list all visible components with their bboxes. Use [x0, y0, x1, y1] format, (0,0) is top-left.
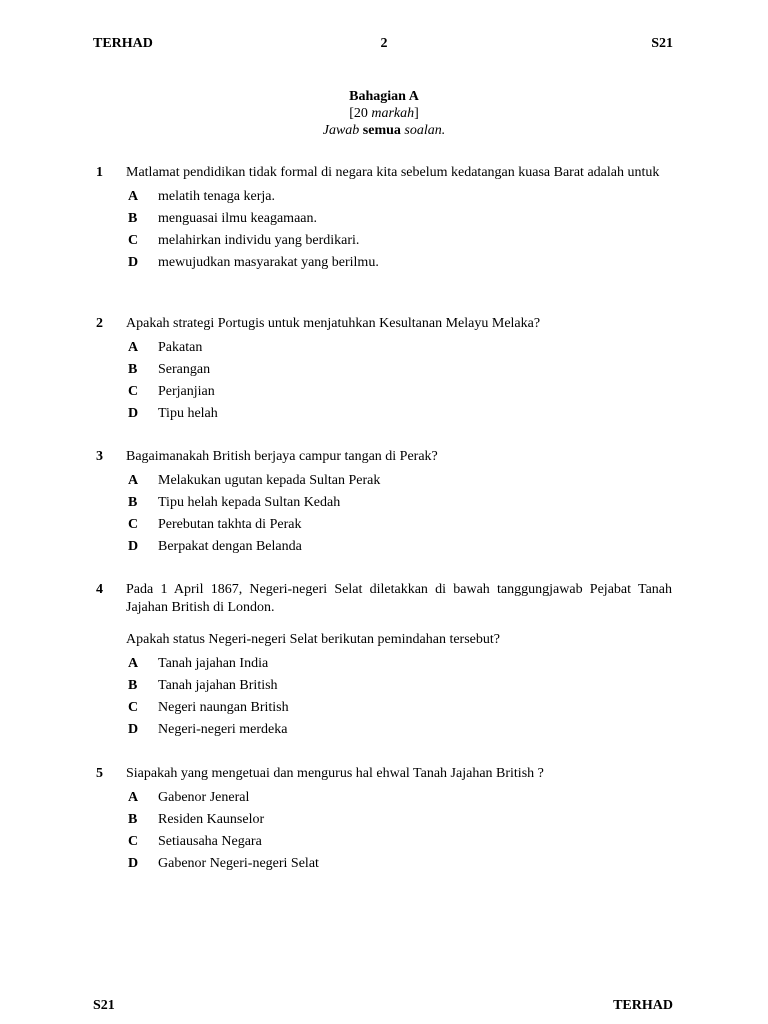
option-text: Tanah jajahan India — [158, 656, 269, 671]
option-d — [128, 405, 672, 427]
instr-word-3: soalan. — [404, 123, 446, 138]
option-d — [128, 721, 672, 743]
option-b — [128, 494, 672, 516]
question-number: 2 — [96, 316, 103, 331]
option-b — [128, 361, 672, 383]
option-text: Gabenor Negeri-negeri Selat — [158, 856, 319, 871]
option-text: melatih tenaga kerja. — [158, 189, 275, 204]
question-3 — [96, 448, 672, 560]
option-c — [128, 833, 672, 855]
instr-word-2: semua — [362, 123, 401, 138]
option-b — [128, 811, 672, 833]
option-c — [128, 699, 672, 721]
option-b — [128, 210, 672, 232]
header-code: S21 — [651, 36, 673, 51]
marks-word: markah — [371, 106, 415, 121]
option-text: Perjanjian — [158, 384, 215, 399]
option-letter: D — [128, 856, 139, 871]
question-text: Bagaimanakah British berjaya campur tangan di Perak? — [126, 449, 438, 464]
option-letter: C — [128, 384, 139, 399]
option-letter: B — [128, 812, 138, 827]
option-a — [128, 339, 672, 361]
question-1 — [96, 164, 672, 276]
option-text: Setiausaha Negara — [158, 834, 262, 849]
option-text: Tipu helah — [158, 406, 218, 421]
option-text: Pakatan — [158, 340, 203, 355]
option-text: Berpakat dengan Belanda — [158, 539, 302, 554]
option-letter: B — [128, 362, 138, 377]
option-text: mewujudkan masyarakat yang berilmu. — [158, 255, 379, 270]
option-letter: A — [128, 656, 139, 671]
option-text: melahirkan individu yang berdikari. — [158, 233, 360, 248]
option-letter: D — [128, 255, 139, 270]
question-subtext: Apakah status Negeri-negeri Selat berikutan pemindahan tersebut? — [126, 632, 500, 647]
options-list — [128, 789, 672, 877]
question-number: 1 — [96, 165, 103, 180]
option-text: Residen Kaunselor — [158, 812, 265, 827]
option-a — [128, 789, 672, 811]
option-c — [128, 516, 672, 538]
option-text: Tanah jajahan British — [158, 678, 278, 693]
marks-close: ] — [414, 106, 419, 121]
option-text: Tipu helah kepada Sultan Kedah — [158, 495, 341, 510]
option-text: Gabenor Jeneral — [158, 790, 250, 805]
section-heading — [0, 88, 768, 139]
option-d — [128, 254, 672, 276]
option-letter: C — [128, 834, 139, 849]
option-letter: A — [128, 473, 139, 488]
question-number: 5 — [96, 766, 103, 781]
option-text: menguasai ilmu keagamaan. — [158, 211, 317, 226]
question-number: 3 — [96, 449, 103, 464]
option-letter: D — [128, 406, 139, 421]
footer-code: S21 — [93, 998, 115, 1013]
option-text: Negeri naungan British — [158, 700, 289, 715]
option-letter: B — [128, 211, 138, 226]
section-instruction — [0, 122, 768, 139]
question-number: 4 — [96, 582, 103, 597]
option-text: Negeri-negeri merdeka — [158, 722, 288, 737]
option-text: Perebutan takhta di Perak — [158, 517, 302, 532]
option-text: Melakukan ugutan kepada Sultan Perak — [158, 473, 381, 488]
option-letter: B — [128, 495, 138, 510]
question-text: Matlamat pendidikan tidak formal di negara kita sebelum kedatangan kuasa Barat adalah untuk — [126, 165, 660, 180]
question-text: Siapakah yang mengetuai dan mengurus hal ehwal Tanah Jajahan British ? — [126, 766, 544, 781]
option-c — [128, 232, 672, 254]
option-letter: A — [128, 189, 139, 204]
question-text: Pada 1 April 1867, Negeri-negeri Selat diletakkan di bawah tanggungjawab Pejabat Tanah Jajahan British di London. — [126, 582, 672, 615]
option-letter: C — [128, 517, 139, 532]
option-a — [128, 472, 672, 494]
question-4 — [96, 581, 672, 743]
option-letter: D — [128, 722, 139, 737]
instr-word-1: Jawab — [322, 123, 360, 138]
option-letter: A — [128, 790, 139, 805]
marks-open: [20 — [349, 106, 372, 121]
option-letter: A — [128, 340, 139, 355]
header-classification: TERHAD — [93, 36, 153, 51]
section-marks — [0, 105, 768, 122]
option-c — [128, 383, 672, 405]
section-title: Bahagian A — [349, 89, 419, 104]
option-letter: B — [128, 678, 138, 693]
options-list — [128, 655, 672, 743]
header-page-number: 2 — [380, 36, 388, 51]
options-list — [128, 339, 672, 427]
option-a — [128, 188, 672, 210]
option-d — [128, 538, 672, 560]
question-5 — [96, 765, 672, 877]
options-list — [128, 472, 672, 560]
option-d — [128, 855, 672, 877]
option-letter: C — [128, 700, 139, 715]
option-a — [128, 655, 672, 677]
option-text: Serangan — [158, 362, 211, 377]
option-letter: C — [128, 233, 139, 248]
question-text: Apakah strategi Portugis untuk menjatuhkan Kesultanan Melayu Melaka? — [126, 316, 541, 331]
question-2 — [96, 315, 672, 427]
option-letter: D — [128, 539, 139, 554]
footer-classification: TERHAD — [613, 998, 673, 1013]
option-b — [128, 677, 672, 699]
options-list — [128, 188, 672, 276]
